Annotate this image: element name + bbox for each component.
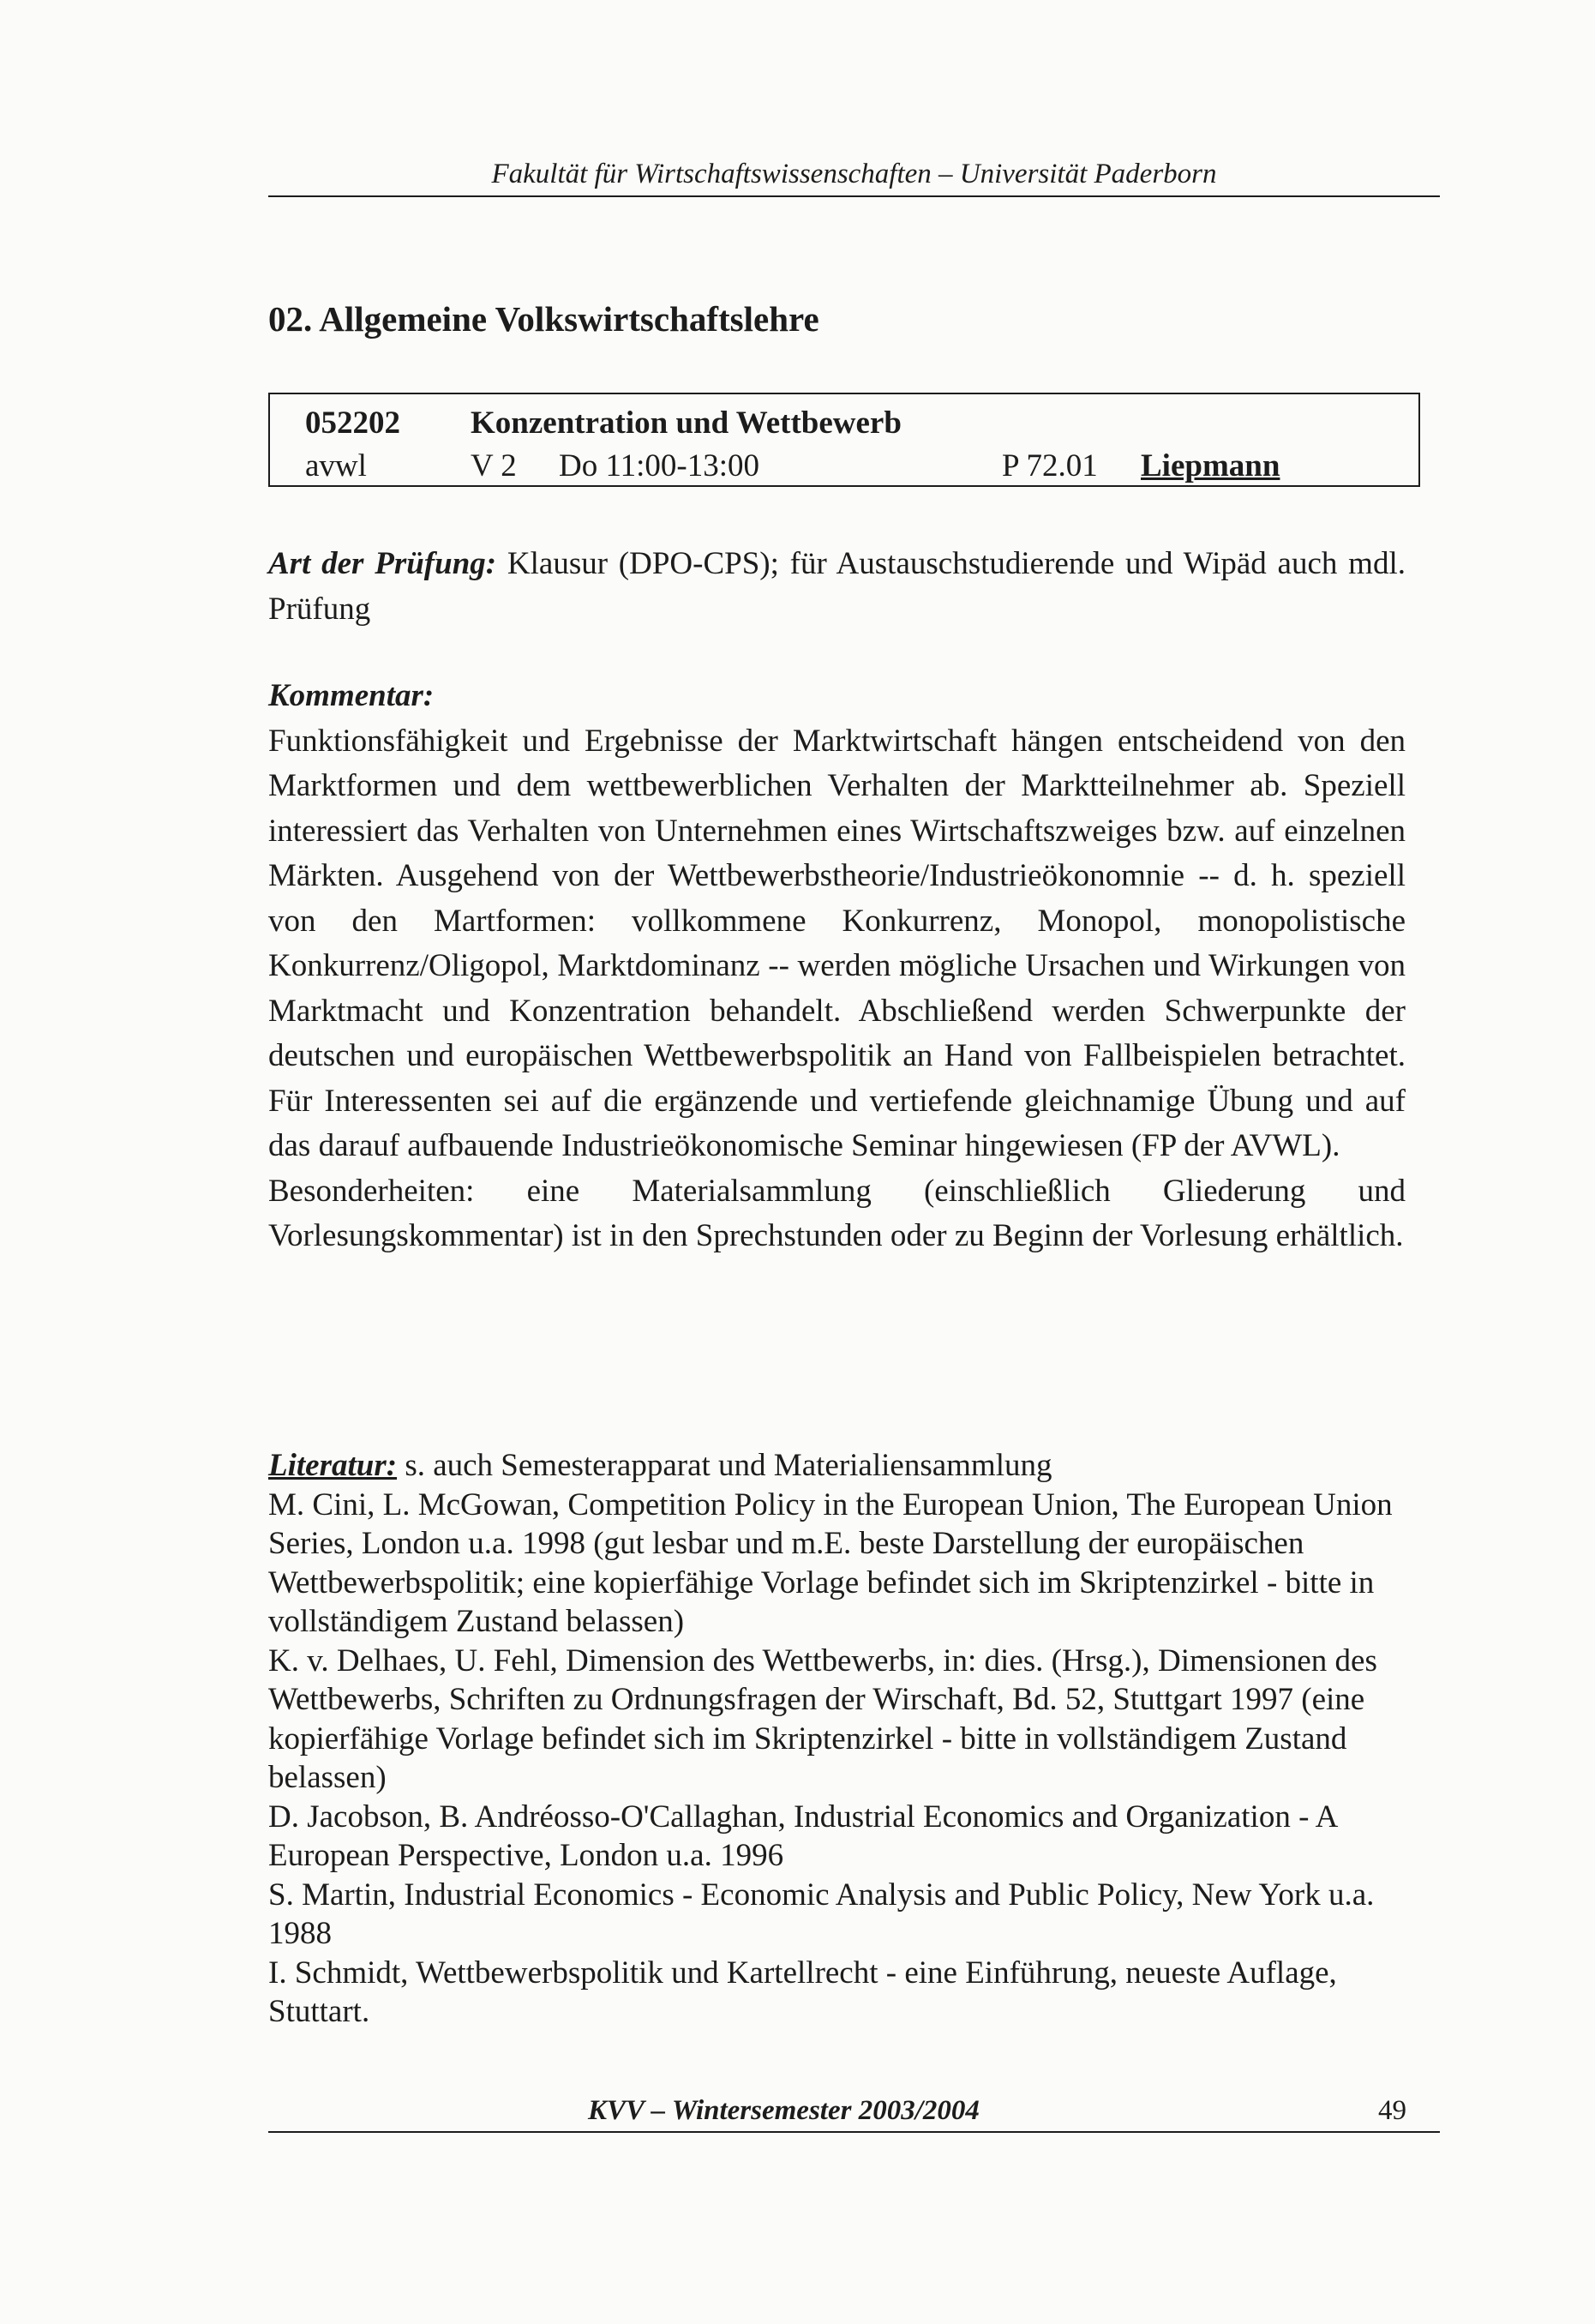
literature-label: Literatur:: [268, 1448, 398, 1483]
page-header: [268, 154, 1440, 197]
course-lecturer: Liepmann: [1141, 448, 1280, 483]
literature-section: [268, 1446, 1406, 2032]
literature-item: I. Schmidt, Wettbewerbspolitik und Kartellrecht - eine Einführung, neueste Auflage, Stuttart.: [268, 1955, 1337, 2029]
course-info-box: [268, 393, 1420, 487]
literature-item: M. Cini, L. McGowan, Competition Policy in the European Union, The European Union Series, London u.a. 1998 (gut lesbar und m.E. beste Darstellung der europäischen Wettbewerbspolitik; eine kopierfähige Vorlage befindet sich im Skriptenzirkel - bitte in vollständigem Zustand belassen): [268, 1486, 1393, 1639]
section-title: 02. Allgemeine Volkswirtschaftslehre: [268, 299, 819, 339]
literature-heading: [268, 1446, 1406, 1486]
page-footer: [268, 2092, 1440, 2133]
comment-label: Kommentar:: [268, 678, 435, 713]
course-type: V 2: [471, 448, 517, 483]
course-title: Konzentration und Wettbewerb: [471, 405, 902, 441]
literature-intro: s. auch Semesterapparat und Materialiensammlung: [405, 1448, 1052, 1483]
course-number: 052202: [305, 405, 400, 441]
literature-item: S. Martin, Industrial Economics - Economic Analysis and Public Policy, New York u.a. 1988: [268, 1877, 1375, 1951]
course-field: avwl: [305, 448, 367, 483]
exam-label: Art der Prüfung:: [268, 546, 497, 581]
comment-paragraph: Funktionsfähigkeit und Ergebnisse der Marktwirtschaft hängen entscheidend von den Marktformen und dem wettbewerblichen Verhalten der Marktteilnehmer ab. Speziell interessiert das Verhalten von Unternehmen eines Wirtschaftszweiges bzw. auf einzelnen Märkten. Ausgehend von der Wettbewerbstheorie/Industrieökonomnie -- d. h. speziell von den Martformen: vollkommene Konkurrenz, Monopol, monopolistische Konkurrenz/Oligopol, Marktdominanz -- werden mögliche Ursachen und Wirkungen von Marktmacht und Konzentration behandelt. Abschließend werden Schwerpunkte der deutschen und europäischen Wettbewerbspolitik an Hand von Fallbeispielen betrachtet. Für Interessenten sei auf die ergänzende und vertiefende gleichnamige Übung und auf das darauf aufbauende Industrieökonomische Seminar hingewiesen (FP der AVWL).: [268, 723, 1406, 1163]
header-text: Fakultät für Wirtschaftswissenschaften – Universität Paderborn: [491, 159, 1217, 189]
exam-section: [268, 542, 1406, 632]
literature-item: K. v. Delhaes, U. Fehl, Dimension des Wettbewerbs, in: dies. (Hrsg.), Dimensionen des Wettbewerbs, Schriften zu Ordnungsfragen der Wirschaft, Bd. 52, Stuttgart 1997 (eine kopierfähige Vorlage befindet sich im Skriptenzirkel - bitte in vollständigem Zustand belassen): [268, 1642, 1377, 1795]
literature-item: D. Jacobson, B. Andréosso-O'Callaghan, Industrial Economics and Organization - A European Perspective, London u.a. 1996: [268, 1799, 1337, 1873]
page-number: 49: [1378, 2095, 1406, 2126]
course-time: Do 11:00-13:00: [559, 448, 759, 483]
comment-section: [268, 674, 1406, 1259]
comment-paragraph: Besonderheiten: eine Materialsammlung (einschließlich Gliederung und Vorlesungskommentar) ist in den Sprechstunden oder zu Beginn der Vorlesung erhältlich.: [268, 1173, 1406, 1253]
footer-text: KVV – Wintersemester 2003/2004: [588, 2095, 980, 2126]
course-room: P 72.01: [1002, 448, 1098, 483]
exam-text: Klausur (DPO-CPS); für Austauschstudierende und Wipäd auch mdl. Prüfung: [268, 546, 1406, 627]
